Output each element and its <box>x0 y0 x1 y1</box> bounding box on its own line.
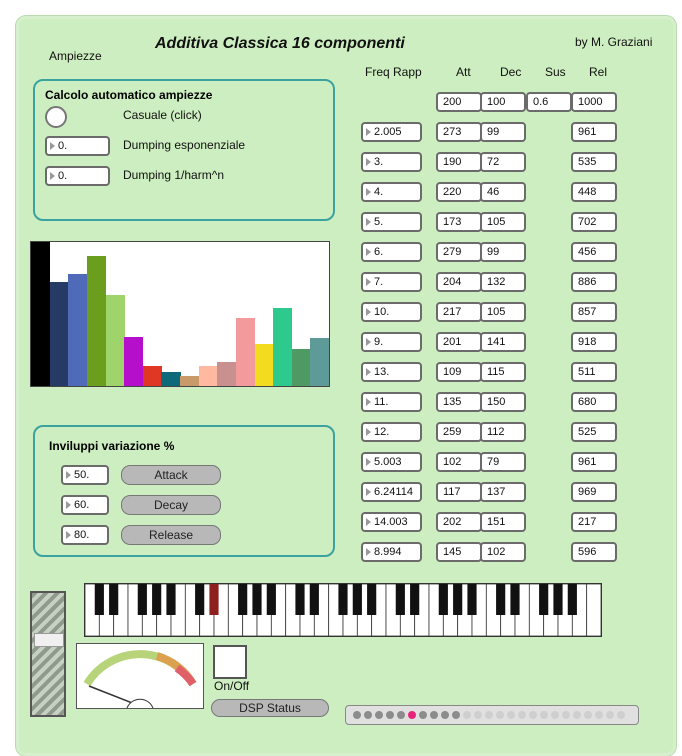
dec-field[interactable]: 132 <box>480 272 526 292</box>
harm-dumping-field[interactable]: 0. <box>45 166 110 186</box>
level-led <box>364 711 372 719</box>
freq-ratio-field[interactable]: 11. <box>361 392 422 412</box>
arrow-icon <box>366 428 371 436</box>
master-dec-field[interactable]: 100 <box>480 92 526 112</box>
auto-amplitude-box <box>33 79 335 221</box>
rel-field[interactable]: 680 <box>571 392 617 412</box>
arrow-icon <box>366 338 371 346</box>
dec-field[interactable]: 102 <box>480 542 526 562</box>
black-key[interactable] <box>166 584 175 615</box>
level-led <box>375 711 383 719</box>
arrow-icon <box>366 158 371 166</box>
amplitude-multislider[interactable] <box>30 241 330 387</box>
level-led <box>617 711 625 719</box>
rel-field[interactable]: 456 <box>571 242 617 262</box>
level-led <box>606 711 614 719</box>
master-att-field[interactable]: 200 <box>436 92 482 112</box>
piano-keyboard[interactable] <box>84 583 602 637</box>
arrow-icon <box>366 218 371 226</box>
att-field[interactable]: 217 <box>436 302 482 322</box>
attack-button[interactable]: Attack <box>121 465 221 485</box>
level-led <box>408 711 416 719</box>
arrow-icon <box>366 488 371 496</box>
att-field[interactable]: 220 <box>436 182 482 202</box>
level-led <box>551 711 559 719</box>
arrow-icon <box>366 278 371 286</box>
decay-variation-field[interactable]: 60. <box>61 495 109 515</box>
rel-field[interactable]: 511 <box>571 362 617 382</box>
rel-field[interactable]: 961 <box>571 122 617 142</box>
att-field[interactable]: 173 <box>436 212 482 232</box>
freq-ratio-field[interactable]: 6.24114 <box>361 482 422 502</box>
dsp-status-button[interactable]: DSP Status <box>211 699 329 717</box>
dec-field[interactable]: 105 <box>480 302 526 322</box>
black-key[interactable] <box>152 584 161 615</box>
att-field[interactable]: 109 <box>436 362 482 382</box>
black-key[interactable] <box>295 584 304 615</box>
freq-ratio-field[interactable]: 5. <box>361 212 422 232</box>
freq-ratio-field[interactable]: 14.003 <box>361 512 422 532</box>
attack-variation-field[interactable]: 50. <box>61 465 109 485</box>
att-field[interactable]: 117 <box>436 482 482 502</box>
rel-field[interactable]: 918 <box>571 332 617 352</box>
black-key[interactable] <box>410 584 419 615</box>
amplitude-bar[interactable] <box>217 362 236 386</box>
amplitude-bar[interactable] <box>310 338 329 386</box>
att-field[interactable]: 145 <box>436 542 482 562</box>
dec-field[interactable]: 99 <box>480 242 526 262</box>
col-header-rel: Rel <box>589 65 608 79</box>
amplitude-bar[interactable] <box>124 337 143 386</box>
level-led <box>595 711 603 719</box>
gain-slider[interactable] <box>30 591 66 717</box>
freq-ratio-field[interactable]: 13. <box>361 362 422 382</box>
master-sus-field[interactable]: 0.6 <box>526 92 572 112</box>
att-field[interactable]: 201 <box>436 332 482 352</box>
freq-ratio-field[interactable]: 8.994 <box>361 542 422 562</box>
arrow-icon <box>366 548 371 556</box>
black-key[interactable] <box>467 584 476 615</box>
black-key[interactable] <box>353 584 362 615</box>
arrow-icon <box>366 458 371 466</box>
black-key[interactable] <box>138 584 147 615</box>
level-led <box>518 711 526 719</box>
level-led-meter <box>345 705 639 725</box>
black-key[interactable] <box>252 584 261 615</box>
level-led <box>496 711 504 719</box>
black-key[interactable] <box>238 584 247 615</box>
black-key[interactable] <box>439 584 448 615</box>
freq-ratio-field[interactable]: 3. <box>361 152 422 172</box>
freq-ratio-field[interactable]: 10. <box>361 302 422 322</box>
amplitude-bar[interactable] <box>106 295 125 386</box>
level-led <box>474 711 482 719</box>
rel-field[interactable]: 886 <box>571 272 617 292</box>
freq-ratio-field[interactable]: 5.003 <box>361 452 422 472</box>
freq-ratio-field[interactable]: 9. <box>361 332 422 352</box>
dec-field[interactable]: 79 <box>480 452 526 472</box>
level-led <box>430 711 438 719</box>
level-led <box>441 711 449 719</box>
amplitude-bar[interactable] <box>292 349 311 386</box>
amplitude-bar[interactable] <box>31 242 50 386</box>
rel-field[interactable]: 217 <box>571 512 617 532</box>
harm-dumping-label: Dumping 1/harm^n <box>123 168 225 182</box>
dec-field[interactable]: 150 <box>480 392 526 412</box>
white-key[interactable] <box>587 584 601 636</box>
ampiezze-label: Ampiezze <box>49 49 102 63</box>
black-key[interactable] <box>195 584 204 615</box>
level-led <box>452 711 460 719</box>
freq-ratio-field[interactable]: 2.005 <box>361 122 422 142</box>
arrow-icon <box>366 518 371 526</box>
black-key[interactable] <box>510 584 519 615</box>
rel-field[interactable]: 961 <box>571 452 617 472</box>
freq-ratio-field[interactable]: 7. <box>361 272 422 292</box>
level-led <box>573 711 581 719</box>
level-led <box>419 711 427 719</box>
envelope-variation-box <box>33 425 335 557</box>
att-field[interactable]: 202 <box>436 512 482 532</box>
dec-field[interactable]: 137 <box>480 482 526 502</box>
rel-field[interactable]: 448 <box>571 182 617 202</box>
att-field[interactable]: 259 <box>436 422 482 442</box>
random-button[interactable] <box>45 106 67 128</box>
freq-ratio-field[interactable]: 6. <box>361 242 422 262</box>
decay-button[interactable]: Decay <box>121 495 221 515</box>
level-meter-dial <box>76 643 204 709</box>
att-field[interactable]: 190 <box>436 152 482 172</box>
level-led <box>529 711 537 719</box>
dec-field[interactable]: 115 <box>480 362 526 382</box>
att-field[interactable]: 279 <box>436 242 482 262</box>
release-button[interactable]: Release <box>121 525 221 545</box>
black-key[interactable] <box>338 584 347 615</box>
level-led <box>353 711 361 719</box>
dec-field[interactable]: 99 <box>480 122 526 142</box>
amplitude-bar[interactable] <box>50 282 69 386</box>
onoff-label: On/Off <box>214 679 250 693</box>
col-header-freq: Freq Rapp <box>365 65 422 79</box>
amplitude-bar[interactable] <box>180 376 199 386</box>
att-field[interactable]: 135 <box>436 392 482 412</box>
arrow-icon <box>366 398 371 406</box>
level-led <box>584 711 592 719</box>
level-led <box>507 711 515 719</box>
exp-dumping-field[interactable]: 0. <box>45 136 110 156</box>
amplitude-bar[interactable] <box>236 318 255 386</box>
dec-field[interactable]: 46 <box>480 182 526 202</box>
envelope-variation-title: Inviluppi variazione % <box>49 439 175 453</box>
arrow-icon <box>366 188 371 196</box>
amplitude-bar[interactable] <box>273 308 292 386</box>
freq-ratio-field[interactable]: 4. <box>361 182 422 202</box>
black-key[interactable] <box>568 584 577 615</box>
dec-field[interactable]: 105 <box>480 212 526 232</box>
rel-field[interactable]: 535 <box>571 152 617 172</box>
black-key[interactable] <box>396 584 405 615</box>
random-label: Casuale (click) <box>123 108 202 122</box>
rel-field[interactable]: 969 <box>571 482 617 502</box>
amplitude-bar[interactable] <box>255 344 274 386</box>
amplitude-bar[interactable] <box>199 366 218 386</box>
level-led <box>397 711 405 719</box>
rel-field[interactable]: 525 <box>571 422 617 442</box>
black-key[interactable] <box>553 584 562 615</box>
onoff-toggle[interactable] <box>213 645 247 679</box>
black-key[interactable] <box>453 584 462 615</box>
rel-field[interactable]: 702 <box>571 212 617 232</box>
level-led <box>386 711 394 719</box>
amplitude-bar[interactable] <box>87 256 106 386</box>
arrow-icon <box>366 368 371 376</box>
exp-dumping-label: Dumping esponenziale <box>123 138 246 152</box>
freq-ratio-field[interactable]: 12. <box>361 422 422 442</box>
auto-amplitude-title: Calcolo automatico ampiezze <box>45 88 213 102</box>
black-key[interactable] <box>95 584 104 615</box>
release-variation-field[interactable]: 80. <box>61 525 109 545</box>
col-header-sus: Sus <box>545 65 566 79</box>
arrow-icon <box>366 248 371 256</box>
level-led <box>562 711 570 719</box>
att-field[interactable]: 273 <box>436 122 482 142</box>
att-field[interactable]: 204 <box>436 272 482 292</box>
amplitude-bar[interactable] <box>161 372 180 386</box>
dec-field[interactable]: 141 <box>480 332 526 352</box>
att-field[interactable]: 102 <box>436 452 482 472</box>
black-key[interactable] <box>267 584 276 615</box>
rel-field[interactable]: 596 <box>571 542 617 562</box>
amplitude-bar[interactable] <box>143 366 162 386</box>
black-key[interactable] <box>209 584 218 615</box>
col-header-att: Att <box>456 65 471 79</box>
dec-field[interactable]: 72 <box>480 152 526 172</box>
rel-field[interactable]: 857 <box>571 302 617 322</box>
arrow-icon <box>366 128 371 136</box>
black-key[interactable] <box>367 584 376 615</box>
author-label: by M. Graziani <box>575 35 653 49</box>
black-key[interactable] <box>539 584 548 615</box>
arrow-icon <box>366 308 371 316</box>
dec-field[interactable]: 151 <box>480 512 526 532</box>
level-led <box>485 711 493 719</box>
gain-slider-handle[interactable] <box>34 633 64 647</box>
col-header-dec: Dec <box>500 65 522 79</box>
master-rel-field[interactable]: 1000 <box>571 92 617 112</box>
level-led <box>463 711 471 719</box>
patch-panel <box>16 16 676 756</box>
amplitude-bar[interactable] <box>68 274 87 386</box>
page-title: Additiva Classica 16 componenti <box>155 35 405 52</box>
black-key[interactable] <box>310 584 319 615</box>
level-led <box>540 711 548 719</box>
black-key[interactable] <box>109 584 118 615</box>
dec-field[interactable]: 112 <box>480 422 526 442</box>
black-key[interactable] <box>496 584 505 615</box>
